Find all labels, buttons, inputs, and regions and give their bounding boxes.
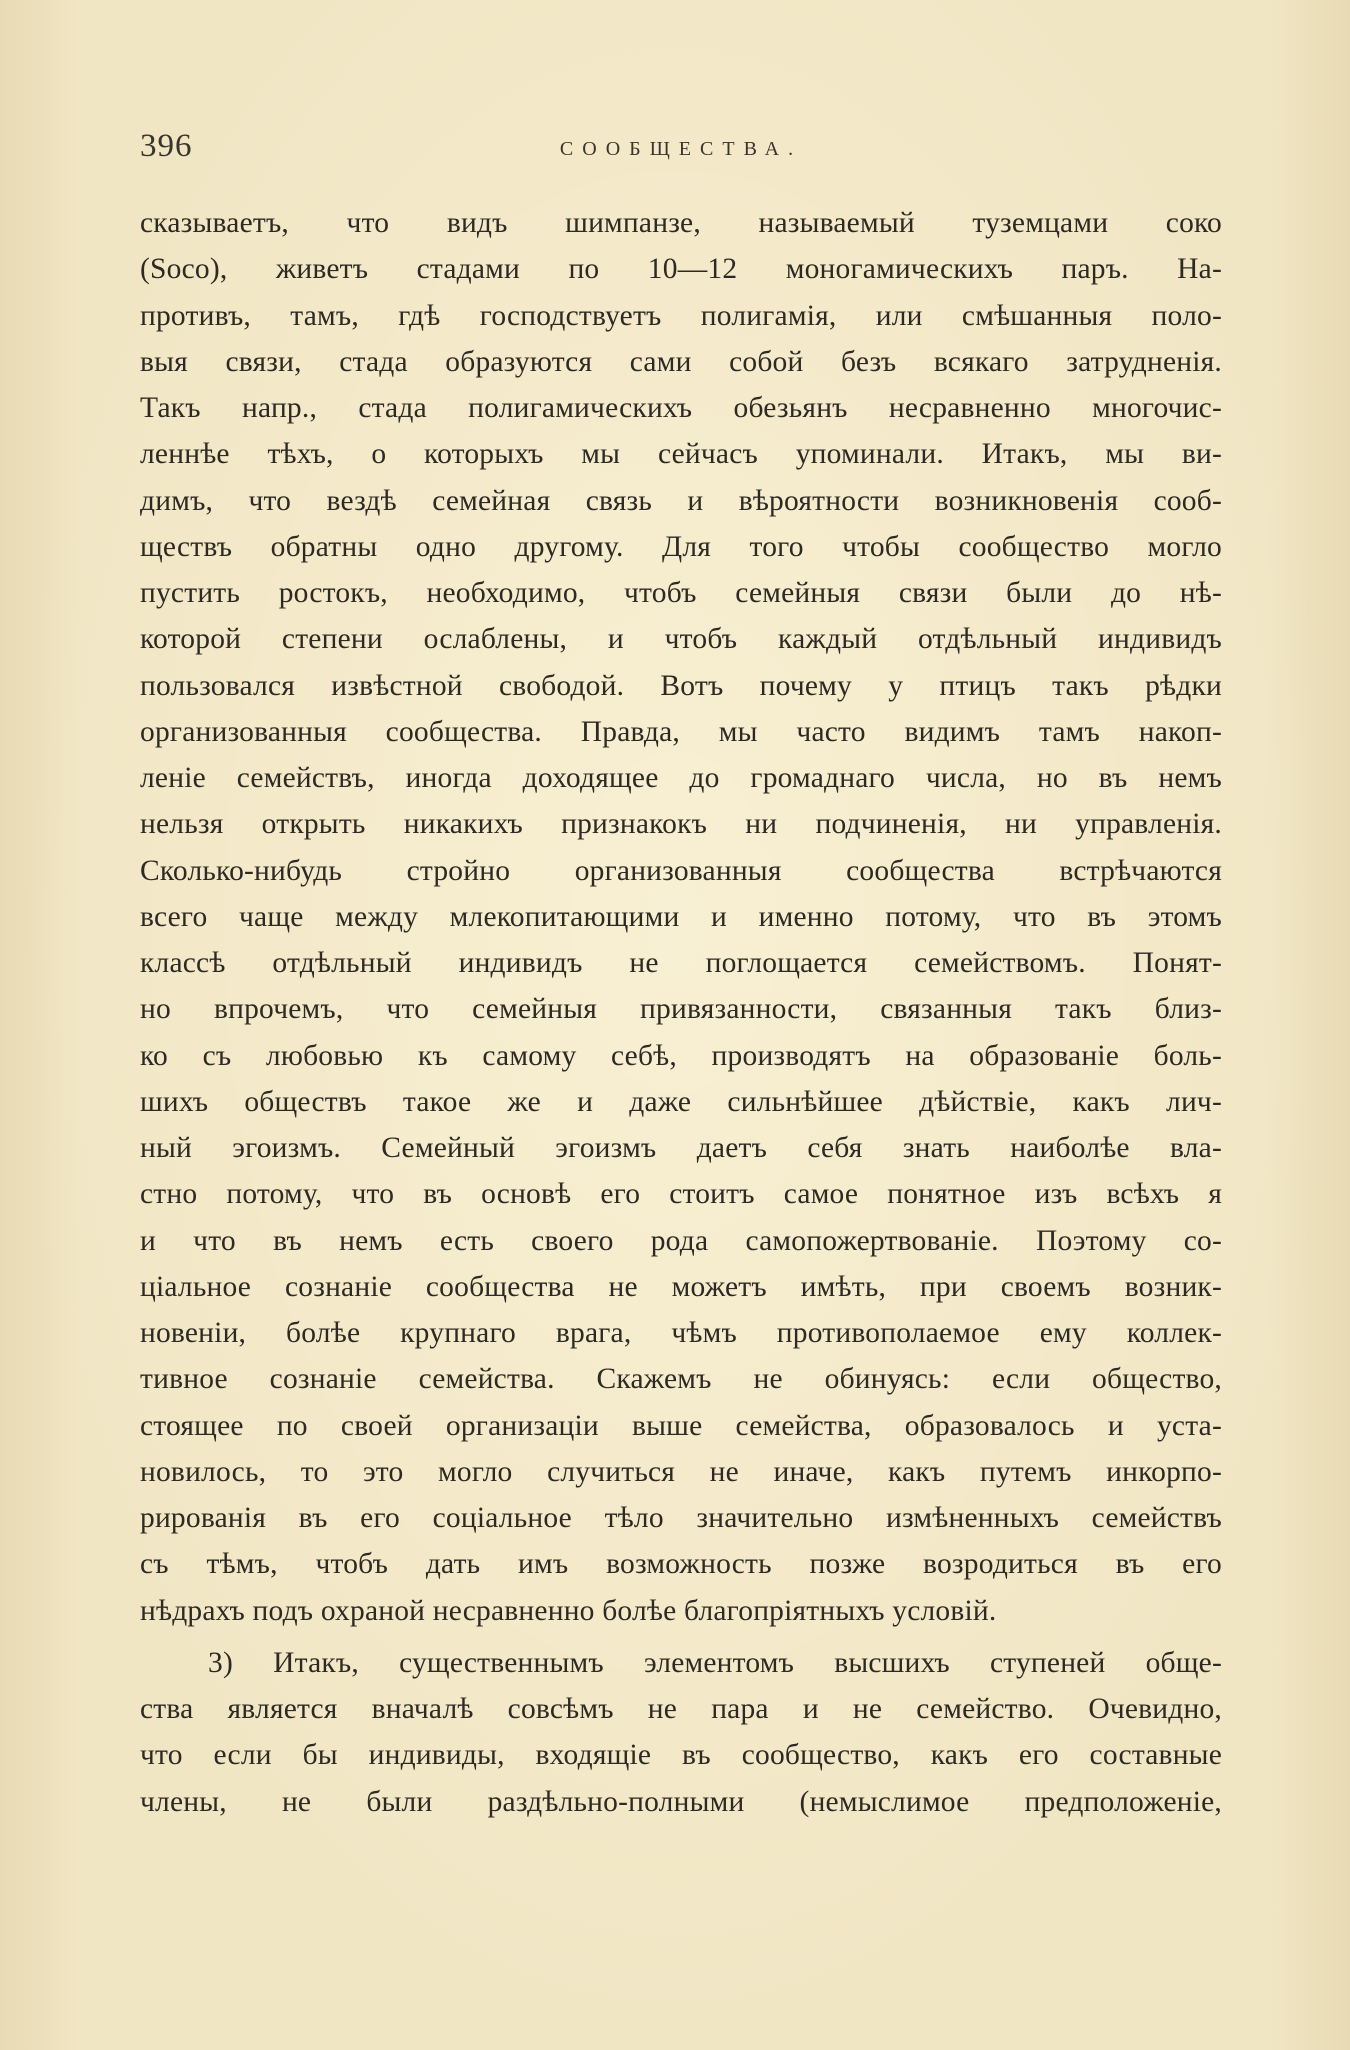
text-line: ный эгоизмъ. Семейный эгоизмъ даетъ себя знать наиболѣе вла-: [140, 1132, 1222, 1164]
paragraph-start-line: 3) Итакъ, существеннымъ элементомъ высшихъ ступеней обще-: [208, 1646, 1222, 1679]
text-line: Такъ напр., стада полигамическихъ обезьянъ несравненно многочис-: [140, 392, 1222, 424]
text-line: всего чаще между млекопитающими и именно потому, что въ этомъ: [140, 900, 1222, 933]
running-title: СООБЩЕСТВА.: [559, 138, 803, 160]
text-line: рированія въ его соціальное тѣло значительно измѣненныхъ семействъ: [140, 1502, 1222, 1534]
text-line: тивное сознаніе семейства. Скажемъ не обинуясь: если общество,: [140, 1363, 1222, 1396]
text-line: ціальное сознаніе сообщества не можетъ имѣть, при своемъ возник-: [140, 1270, 1222, 1303]
text-line: но впрочемъ, что семейныя привязанности, связанныя такъ близ-: [140, 993, 1222, 1026]
text-line: классѣ отдѣльный индивидъ не поглощается семействомъ. Понят-: [140, 947, 1222, 979]
running-head: [140, 128, 1222, 172]
text-line: противъ, тамъ, гдѣ господствуетъ полигамія, или смѣшанныя поло-: [140, 299, 1222, 332]
text-line: леніе семействъ, иногда доходящее до громаднаго числа, но въ немъ: [140, 762, 1222, 794]
text-line: ществъ обратны одно другому. Для того чтобы сообщество могло: [140, 530, 1222, 563]
text-line: стно потому, что въ основѣ его стоитъ самое понятное изъ всѣхъ я: [140, 1178, 1222, 1211]
text-line: стоящее по своей организаціи выше семейства, образовалось и уста-: [140, 1409, 1222, 1442]
text-line: ства является вначалѣ совсѣмъ не пара и не семейство. Очевидно,: [140, 1693, 1222, 1725]
text-line: которой степени ослаблены, и чтобъ каждый отдѣльный индивидъ: [140, 623, 1222, 656]
text-line: пользовался извѣстной свободой. Вотъ почему у птицъ такъ рѣдки: [140, 669, 1222, 702]
text-line: (Soco), живетъ стадами по 10—12 моногамическихъ паръ. На-: [140, 253, 1222, 286]
page-number: 396: [140, 128, 193, 164]
text-line: организованныя сообщества. Правда, мы часто видимъ тамъ накоп-: [140, 715, 1222, 748]
text-line: димъ, что вездѣ семейная связь и вѣроятности возникновенія сооб-: [140, 484, 1222, 517]
text-line: сказываетъ, что видъ шимпанзе, называемый туземцами соко: [140, 207, 1222, 239]
text-line: что если бы индивиды, входящіе въ сообщество, какъ его составные: [140, 1739, 1222, 1772]
paragraph-end-line: нѣдрахъ подъ охраной несравненно болѣе благопріятныхъ условій.: [140, 1594, 997, 1627]
text-line: ко съ любовью къ самому себѣ, производятъ на образованіе боль-: [140, 1039, 1222, 1072]
text-line: новеніи, болѣе крупнаго врага, чѣмъ противополаемое ему коллек-: [140, 1317, 1222, 1349]
text-line: Сколько-нибудь стройно организованныя сообщества встрѣчаются: [140, 854, 1222, 887]
text-line: члены, не были раздѣльно-полными (немыслимое предположеніе,: [140, 1785, 1222, 1818]
body-text: [140, 200, 1222, 1825]
text-line: леннѣе тѣхъ, о которыхъ мы сейчасъ упоминали. Итакъ, мы ви-: [140, 438, 1222, 471]
text-line: и что въ немъ есть своего рода самопожертвованіе. Поэтому со-: [140, 1224, 1222, 1257]
text-line: нельзя открыть никакихъ признакокъ ни подчиненія, ни управленія.: [140, 808, 1222, 841]
text-line: новилось, то это могло случиться не иначе, какъ путемъ инкорпо-: [140, 1455, 1222, 1488]
text-line: съ тѣмъ, чтобъ дать имъ возможность позже возродиться въ его: [140, 1548, 1222, 1581]
text-line: выя связи, стада образуются сами собой безъ всякаго затрудненія.: [140, 345, 1222, 378]
text-line: шихъ обществъ такое же и даже сильнѣйшее дѣйствіе, какъ лич-: [140, 1085, 1222, 1118]
text-line: пустить ростокъ, необходимо, чтобъ семейныя связи были до нѣ-: [140, 577, 1222, 609]
